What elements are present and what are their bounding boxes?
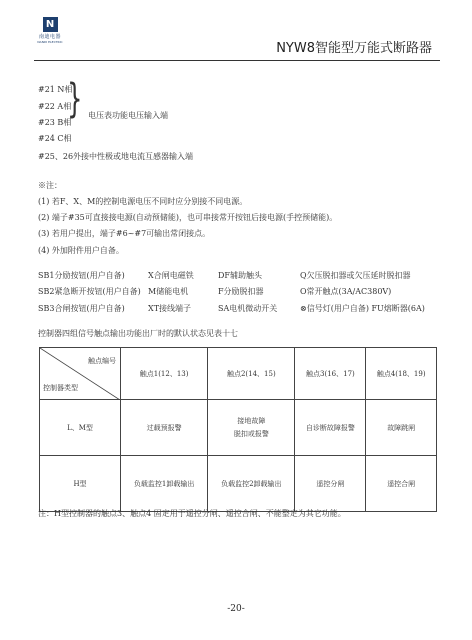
header-contact-1: 触点1(12、13)	[121, 348, 208, 400]
note-1: (1) 若F、X、M的控制电源电压不同时应分别接不同电源。	[38, 197, 248, 206]
terminal-23: #23 B相	[38, 118, 72, 127]
legend-sb2: SB2紧急断开按钮(用户自备)	[38, 287, 141, 296]
logo-english-name: NANDI ELECTRIC	[37, 40, 63, 44]
legend-q: Q欠压脱扣器或欠压延时脱扣器	[300, 271, 411, 280]
table-row	[40, 456, 437, 512]
terminal-25-26: #25、26外接中性极或地电流互感器输入端	[38, 152, 194, 161]
note-4: (4) 外加附件用户自备。	[38, 246, 124, 255]
document-title: NYW8智能型万能式断路器	[276, 41, 432, 56]
row-type-lm: L、M型	[40, 400, 121, 456]
company-logo	[34, 17, 66, 47]
table-header-row	[40, 348, 437, 400]
note-3: (3) 若用户提出，端子#6~#7可输出常闭接点。	[38, 229, 211, 238]
corner-cell	[40, 348, 121, 400]
header-contact-2: 触点2(14、15)	[208, 348, 295, 400]
row-type-h: H型	[40, 456, 121, 512]
cell-h-3: 遥控分闸	[295, 456, 366, 512]
legend-signal-fu: ⊗信号灯(用户自备) FU熔断器(6A)	[300, 304, 425, 313]
legend-df: DF辅助触头	[218, 271, 262, 280]
terminal-group-brace: }	[67, 76, 83, 122]
header-contact-4: 触点4(18、19)	[366, 348, 437, 400]
header-divider	[34, 60, 440, 61]
table-caption: 控制器四组信号触点输出功能出厂时的默认状态见表十七	[38, 329, 238, 338]
legend-f: F分励脱扣器	[218, 287, 264, 296]
legend-x: X合闸电磁铁	[148, 271, 194, 280]
legend-o: O常开触点(3A/AC380V)	[300, 287, 392, 296]
cell-h-2: 负载监控2卸载输出	[208, 456, 295, 512]
logo-chinese-name: 南迪电器	[38, 34, 61, 40]
cell-h-1: 负载监控1卸载输出	[121, 456, 208, 512]
legend-xt: XT接线端子	[148, 304, 192, 313]
page-number: -20-	[227, 604, 245, 614]
corner-top-label: 触点编号	[88, 357, 116, 365]
logo-mark: N	[43, 17, 58, 32]
cell-lm-2: 接地故障 脱扣或报警	[208, 400, 295, 456]
cell-lm-4: 故障跳闸	[366, 400, 437, 456]
table-footnote: 注：H型控制器的触点3、触点4 固定用于遥控分闸、遥控合闸、不能整定为其它功能。	[38, 509, 346, 518]
table-row	[40, 400, 437, 456]
cell-lm-1: 过载预报警	[121, 400, 208, 456]
legend-sa: SA电机微动开关	[218, 304, 278, 313]
signal-contact-table	[39, 347, 437, 512]
header-contact-3: 触点3(16、17)	[295, 348, 366, 400]
corner-bottom-label: 控制器类型	[43, 384, 78, 392]
notes-heading: ※注：	[38, 181, 62, 190]
note-2: (2) 端子#35可直接接电源(自动预储能)，也可串接常开按钮后接电源(手控预储能)。	[38, 213, 338, 222]
terminal-21: #21 N相	[38, 85, 73, 94]
cell-h-4: 遥控合闸	[366, 456, 437, 512]
legend-sb3: SB3合闸按钮(用户自备)	[38, 304, 125, 313]
terminal-group-label: 电压表功能电压输入端	[88, 111, 168, 120]
legend-sb1: SB1分励按钮(用户自备)	[38, 271, 125, 280]
cell-lm-3: 自诊断故障报警	[295, 400, 366, 456]
legend-m: M储能电机	[148, 287, 189, 296]
terminal-22: #22 A相	[38, 102, 72, 111]
terminal-24: #24 C相	[38, 134, 72, 143]
